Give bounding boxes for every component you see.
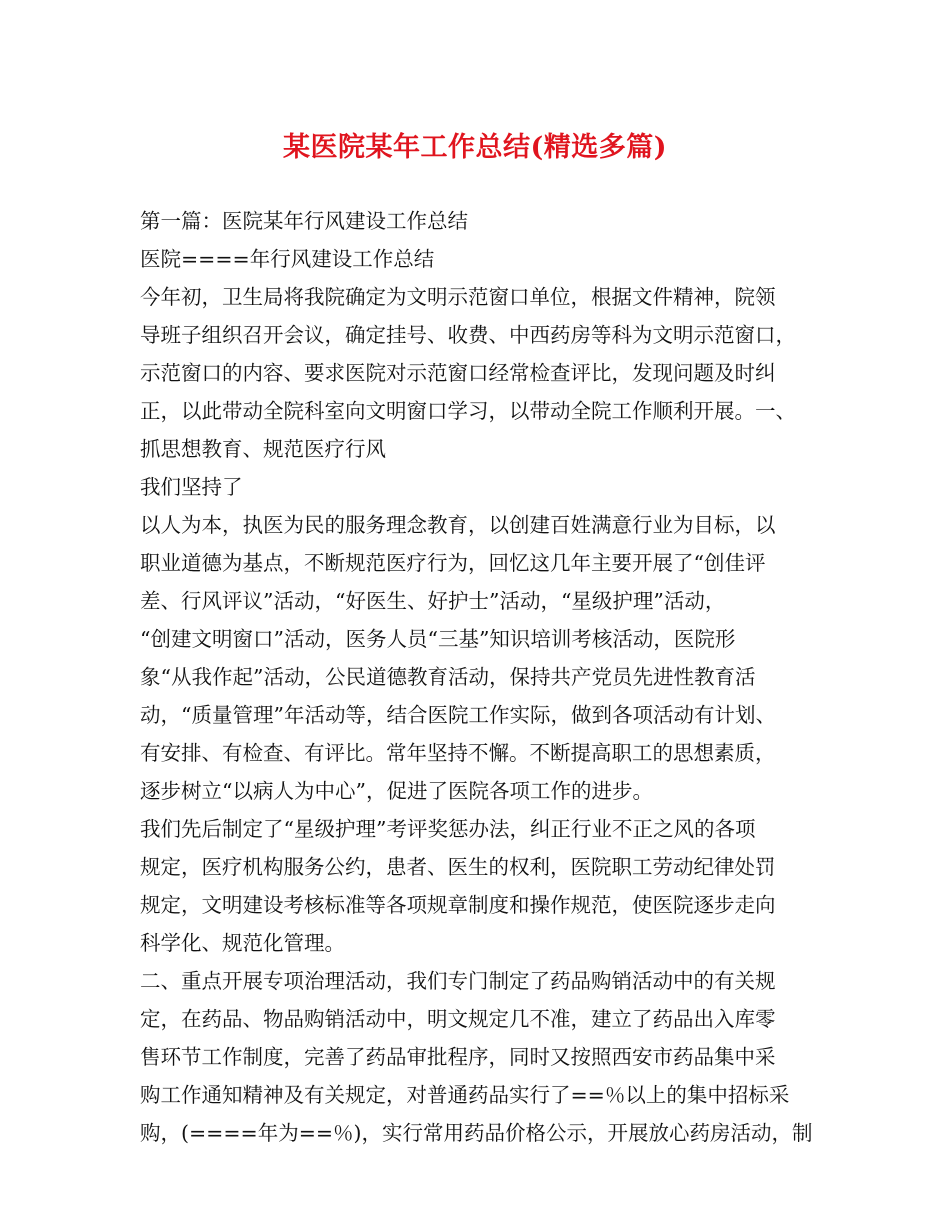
- body-text-line: 差、行风评议”活动，“好医生、好护士”活动，“星级护理”活动，: [140, 589, 726, 613]
- body-text-line: 购工作通知精神及有关规定，对普通药品实行了==％以上的集中招标采: [140, 1083, 790, 1107]
- body-text-line: 第一篇：医院某年行风建设工作总结: [140, 209, 468, 233]
- document-title: 某医院某年工作总结(精选多篇): [282, 132, 668, 163]
- body-text-line: 二、重点开展专项治理活动，我们专门制定了药品购销活动中的有关规: [140, 969, 776, 993]
- body-text-line: 抓思想教育、规范医疗行风: [140, 437, 386, 461]
- body-text-line: 正，以此带动全院科室向文明窗口学习，以带动全院工作顺利开展。一、: [140, 399, 796, 423]
- body-text-line: 象“从我作起”活动，公民道德教育活动，保持共产党员先进性教育活: [140, 665, 756, 689]
- body-text-line: 有安排、有检查、有评比。常年坚持不懈。不断提高职工的思想素质，: [140, 741, 776, 765]
- body-text-line: 购，(====年为==％)，实行常用药品价格公示，开展放心药房活动，制: [140, 1121, 813, 1145]
- body-text-line: 示范窗口的内容、要求医院对示范窗口经常检查评比，发现问题及时纠: [140, 361, 776, 385]
- body-text-line: 动，“质量管理”年活动等，结合医院工作实际，做到各项活动有计划、: [140, 703, 776, 727]
- body-text-line: 科学化、规范化管理。: [140, 931, 345, 955]
- body-text-line: 定，在药品、物品购销活动中，明文规定几不准，建立了药品出入库零: [140, 1007, 776, 1031]
- body-text-line: 我们先后制定了“星级护理”考评奖惩办法，纠正行业不正之风的各项: [140, 817, 756, 841]
- document-body: [140, 202, 830, 1152]
- body-text-line: “创建文明窗口”活动，医务人员“三基”知识培训考核活动，医院形: [140, 627, 736, 651]
- body-text-line: 逐步树立“以病人为中心”，促进了医院各项工作的进步。: [140, 779, 653, 803]
- body-text-line: 医院====年行风建设工作总结: [140, 247, 435, 271]
- body-text-line: 售环节工作制度，完善了药品审批程序，同时又按照西安市药品集中采: [140, 1045, 776, 1069]
- body-text-line: 职业道德为基点，不断规范医疗行为，回忆这几年主要开展了“创佳评: [140, 551, 766, 575]
- body-text-line: 今年初，卫生局将我院确定为文明示范窗口单位，根据文件精神，院领: [140, 285, 776, 309]
- body-text-line: 规定，医疗机构服务公约，患者、医生的权利，医院职工劳动纪律处罚: [140, 855, 776, 879]
- body-text-line: 以人为本，执医为民的服务理念教育，以创建百姓满意行业为目标，以: [140, 513, 776, 537]
- body-text-line: 规定，文明建设考核标准等各项规章制度和操作规范，使医院逐步走向: [140, 893, 776, 917]
- body-text-line: 我们坚持了: [140, 475, 243, 499]
- body-text-line: 导班子组织召开会议，确定挂号、收费、中西药房等科为文明示范窗口，: [140, 323, 796, 347]
